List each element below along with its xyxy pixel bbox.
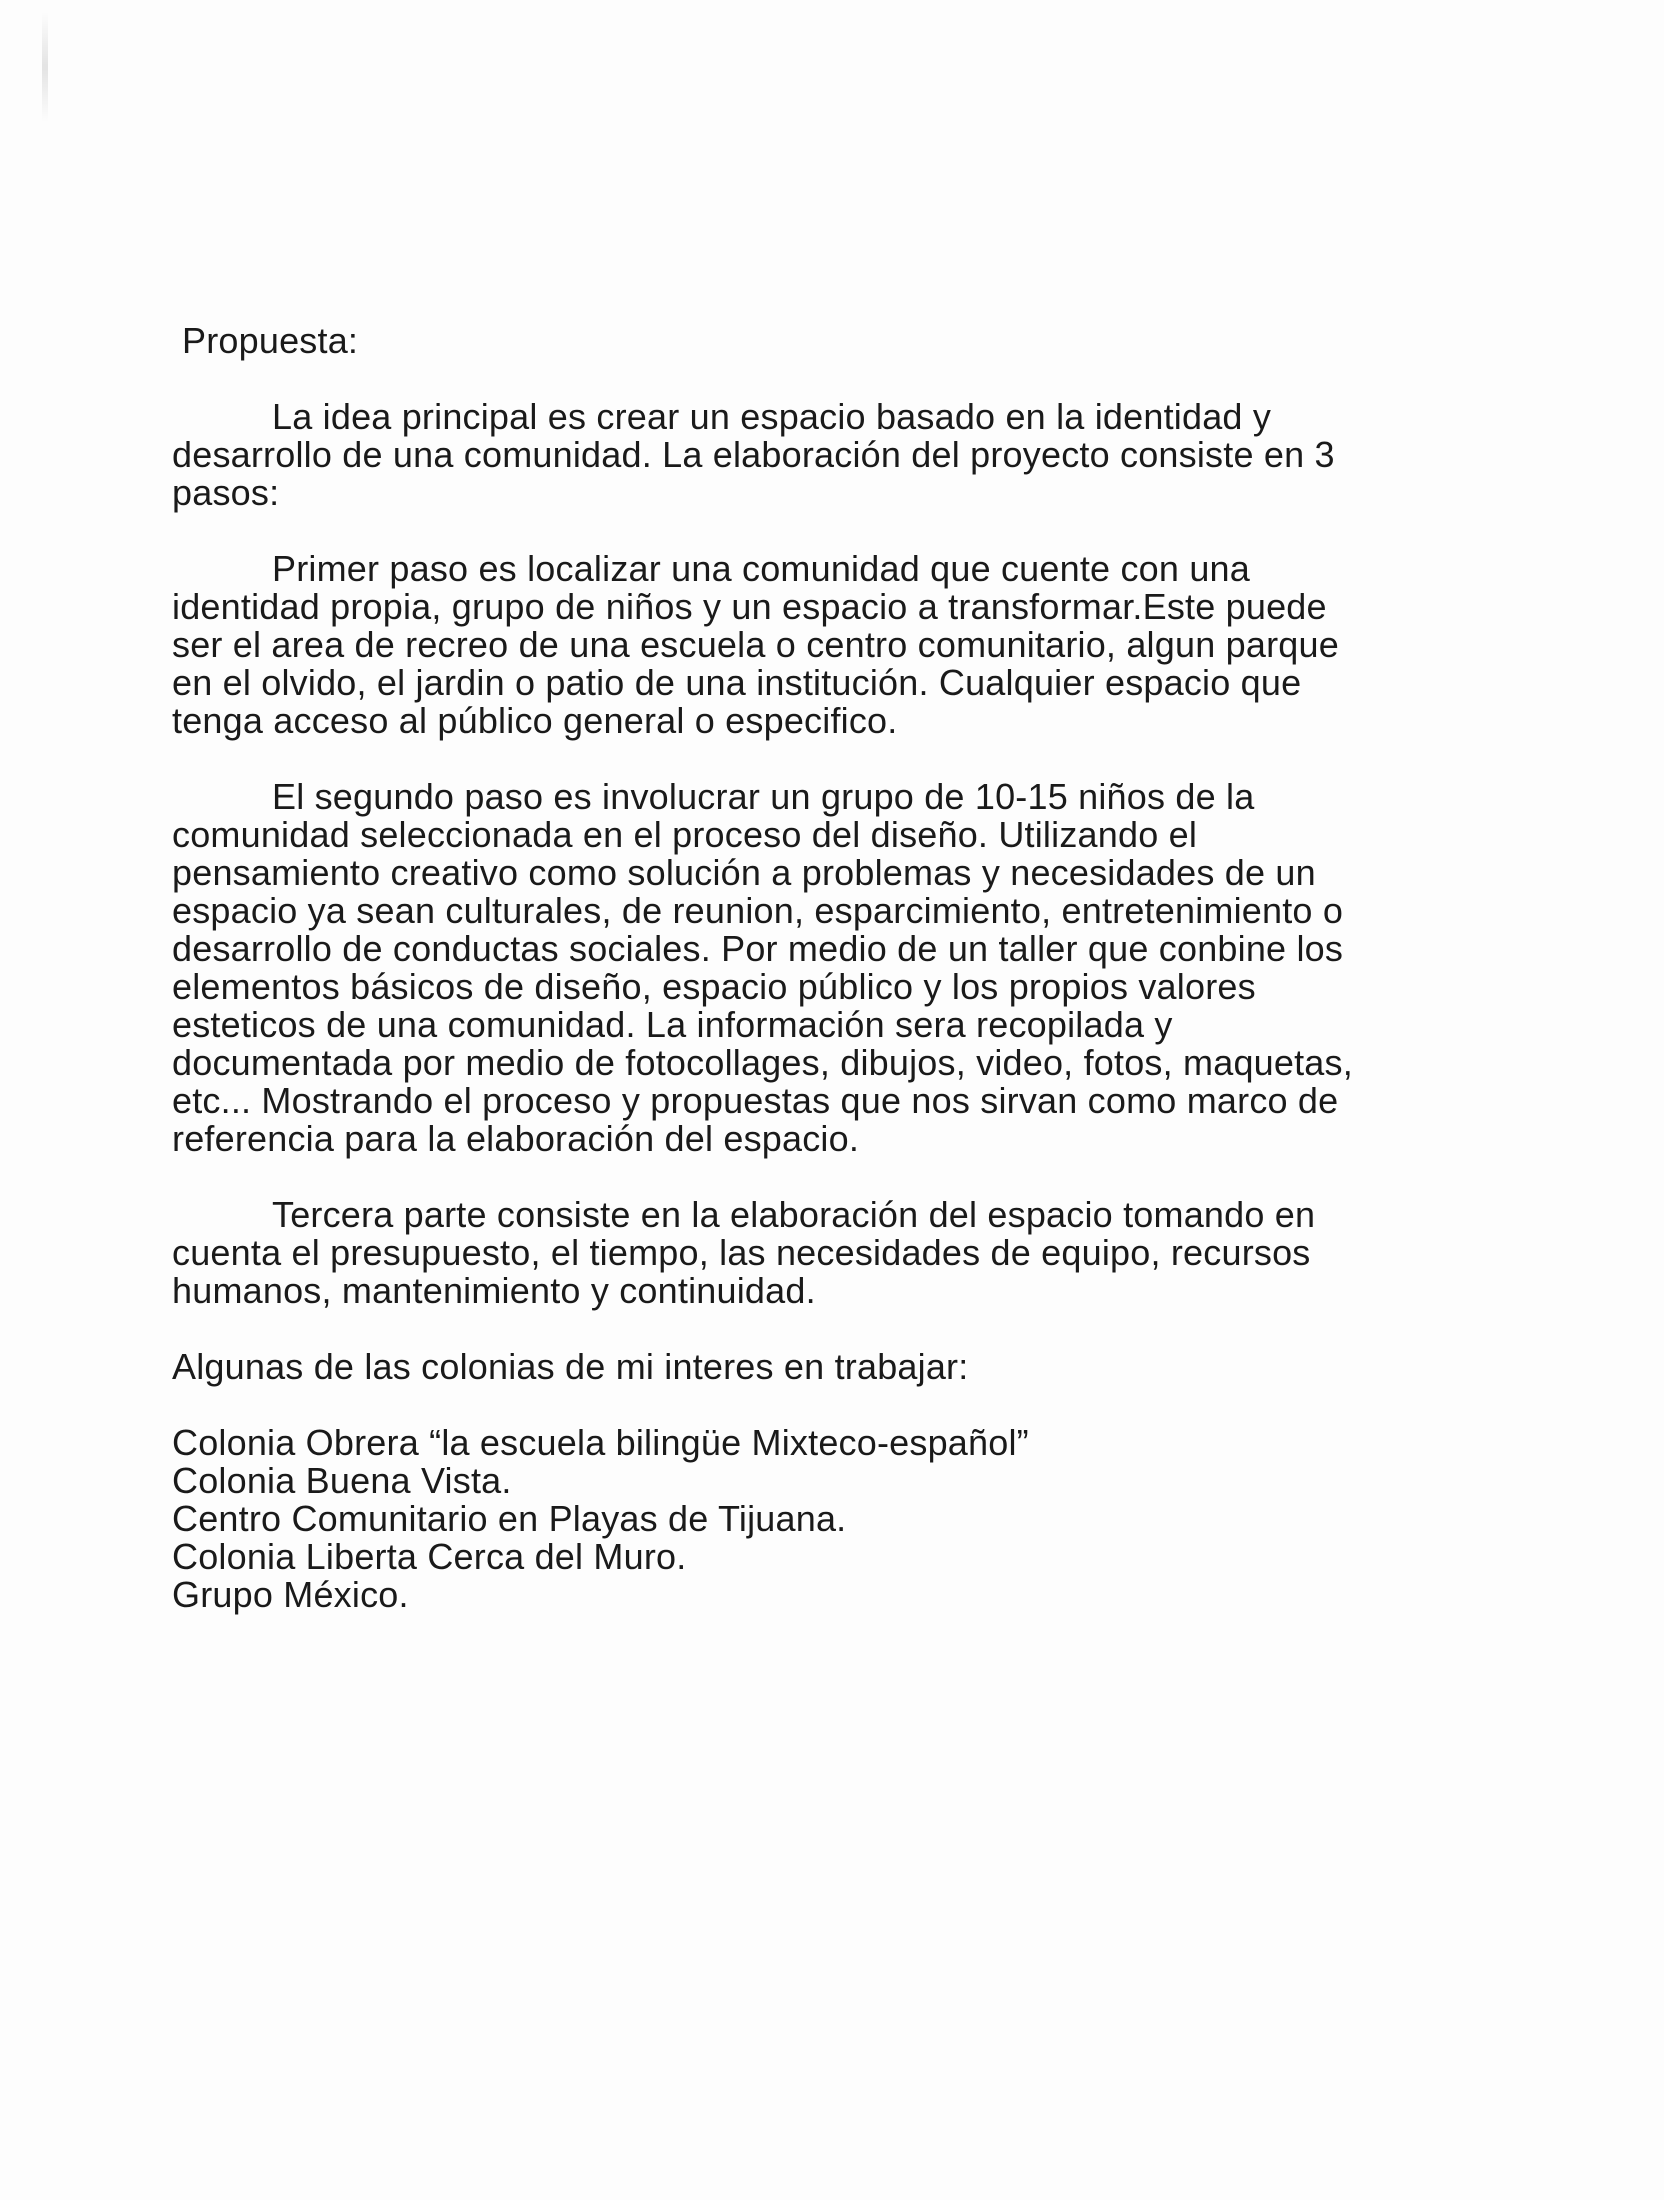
- colonias-list: [172, 1424, 1462, 1614]
- text-line: etc... Mostrando el proceso y propuestas que nos sirvan como marco de: [172, 1080, 1339, 1121]
- text-line: El segundo paso es involucrar un grupo de 10-15 niños de la: [272, 776, 1255, 817]
- document-heading: Propuesta:: [182, 320, 359, 361]
- text-line: referencia para la elaboración del espacio.: [172, 1118, 860, 1159]
- document-body: [172, 322, 1462, 1614]
- text-line: comunidad seleccionada en el proceso del diseño. Utilizando el: [172, 814, 1198, 855]
- list-item: Centro Comunitario en Playas de Tijuana.: [172, 1498, 847, 1539]
- text-line: documentada por medio de fotocollages, dibujos, video, fotos, maquetas,: [172, 1042, 1353, 1083]
- text-line: pensamiento creativo como solución a problemas y necesidades de un: [172, 852, 1316, 893]
- text-line: elementos básicos de diseño, espacio público y los propios valores: [172, 966, 1256, 1007]
- paragraph-intro: [172, 398, 1462, 512]
- text-line: esteticos de una comunidad. La información sera recopilada y: [172, 1004, 1173, 1045]
- text-line: Tercera parte consiste en la elaboración del espacio tomando en: [272, 1194, 1316, 1235]
- list-item: Colonia Obrera “la escuela bilingüe Mixteco-español”: [172, 1422, 1029, 1463]
- text-line: Primer paso es localizar una comunidad que cuente con una: [272, 548, 1250, 589]
- text-line: ser el area de recreo de una escuela o centro comunitario, algun parque: [172, 624, 1339, 665]
- paragraph-step-one: [172, 550, 1462, 740]
- colonias-intro: Algunas de las colonias de mi interes en trabajar:: [172, 1346, 969, 1387]
- list-item: Colonia Liberta Cerca del Muro.: [172, 1536, 687, 1577]
- text-line: desarrollo de conductas sociales. Por medio de un taller que conbine los: [172, 928, 1344, 969]
- text-line: identidad propia, grupo de niños y un espacio a transformar.Este puede: [172, 586, 1327, 627]
- text-line: espacio ya sean culturales, de reunion, esparcimiento, entretenimiento o: [172, 890, 1344, 931]
- text-line: tenga acceso al público general o especifico.: [172, 700, 898, 741]
- text-line: La idea principal es crear un espacio basado en la identidad y: [272, 396, 1272, 437]
- paragraph-step-three: [172, 1196, 1462, 1310]
- text-line: en el olvido, el jardin o patio de una institución. Cualquier espacio que: [172, 662, 1302, 703]
- text-line: pasos:: [172, 472, 280, 513]
- text-line: humanos, mantenimiento y continuidad.: [172, 1270, 816, 1311]
- list-item: Colonia Buena Vista.: [172, 1460, 512, 1501]
- scan-artifact: [42, 12, 48, 122]
- text-line: desarrollo de una comunidad. La elaboración del proyecto consiste en 3: [172, 434, 1335, 475]
- text-line: cuenta el presupuesto, el tiempo, las necesidades de equipo, recursos: [172, 1232, 1311, 1273]
- paragraph-step-two: [172, 778, 1462, 1158]
- list-item: Grupo México.: [172, 1574, 409, 1615]
